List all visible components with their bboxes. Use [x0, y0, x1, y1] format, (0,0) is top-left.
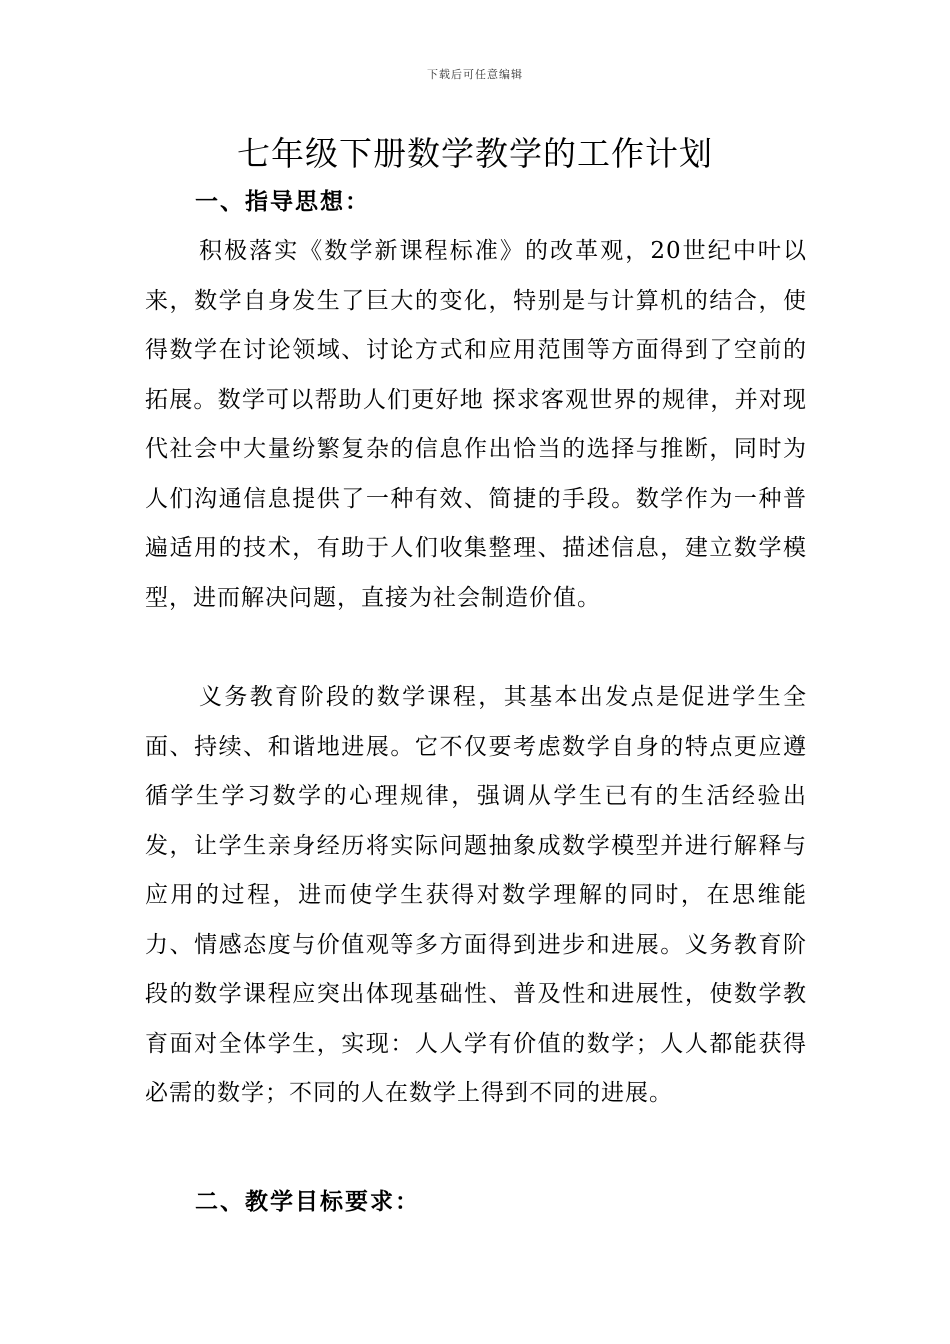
header-note: 下载后可任意编辑 — [427, 68, 523, 81]
section-heading-guiding-ideology: 一、指导思想： — [195, 188, 370, 215]
document-title: 七年级下册数学教学的工作计划 — [237, 134, 713, 173]
paragraph-compulsory-education: 义务教育阶段的数学课程，其基本出发点是促进学生全面、持续、和谐地进展。它不仅要考虑数学自身的特点更应遵循学生学习数学的心理规律，强调从学生已有的生活经验出发，让学生亲身经历将实际问题抽象成数学模型并进行解释与应用的过程，进而使学生获得对数学理解的同时，在思维能力、情感态度与价值观等多方面得到进步和进展。义务教育阶段的数学课程应突出体现基础性、普及性和进展性，使数学教育面对全体学生，实现：人人学有价值的数学；人人都能获得必需的数学；不同的人在数学上得到不同的进展。 — [145, 684, 807, 1106]
section-heading-teaching-goals: 二、教学目标要求： — [195, 1188, 420, 1215]
paragraph-curriculum-reform: 积极落实《数学新课程标准》的改革观，20世纪中叶以来，数学自身发生了巨大的变化，特别是与计算机的结合，使得数学在讨论领域、讨论方式和应用范围等方面得到了空前的拓展。数学可以帮助人们更好地 探求客观世界的规律，并对现代社会中大量纷繁复杂的信息作出恰当的选择与推断，同时为人们沟通信息提供了一种有效、简捷的手段。数学作为一种普遍适用的技术，有助于人们收集整理、描述信息，建立数学模型，进而解决问题，直接为社会制造价值。 — [145, 238, 807, 611]
